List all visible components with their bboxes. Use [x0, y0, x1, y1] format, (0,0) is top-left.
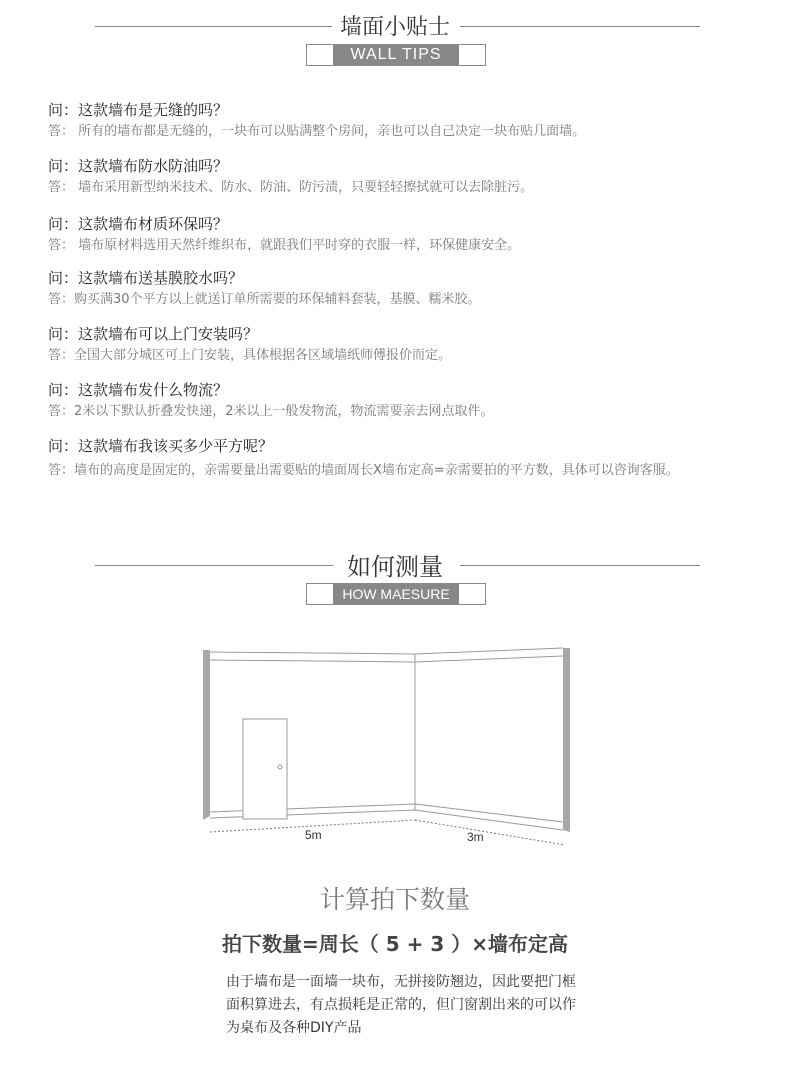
qa-item — [48, 98, 748, 142]
ceiling-trim-top — [210, 648, 563, 654]
question: 问：这款墙布是无缝的吗？ — [48, 101, 229, 119]
question: 问：这款墙布可以上门安装吗？ — [48, 325, 259, 343]
answer: 答： 墙布采用新型纳米技术、防水、防油、防污渍，只要轻轻擦拭就可以去除脏污。 — [48, 180, 534, 195]
ceiling-trim-bottom — [210, 656, 563, 662]
tips-title: 墙面小贴士 — [0, 10, 790, 41]
left-wall-edge — [203, 650, 210, 820]
qa-item — [48, 434, 748, 483]
measure-title: 如何测量 — [0, 547, 790, 582]
measure-note: 由于墙布是一面墙一块布，无拼接防翘边，因此要把门框面积算进去，有点损耗是正常的，但门窗割出来的可以作为桌布及各种DIY产品 — [226, 974, 576, 1036]
room-diagram — [195, 640, 595, 860]
qa-item — [48, 212, 748, 256]
tips-badge: WALL TIPS — [307, 45, 485, 65]
question: 问：这款墙布我该买多少平方呢？ — [48, 437, 274, 455]
answer: 答： 墙布原材料选用天然纤维织布，就跟我们平时穿的衣服一样，环保健康安全。 — [48, 238, 521, 253]
formula: 拍下数量=周长（ 5 + 3 ）×墙布定高 — [222, 932, 568, 956]
answer: 答：墙布的高度是固定的，亲需要量出需要贴的墙面周长X墙布定高=亲需要拍的平方数，具体可以咨询客服。 — [48, 463, 679, 478]
question: 问：这款墙布材质环保吗？ — [48, 215, 229, 233]
qa-item — [48, 266, 748, 310]
dim-line-right — [415, 820, 565, 845]
question: 问：这款墙布防水防油吗？ — [48, 157, 229, 175]
question: 问：这款墙布送基膜胶水吗？ — [48, 269, 244, 287]
qa-item — [48, 154, 748, 198]
dim-label-left: 5m — [305, 828, 322, 842]
measure-badge: HOW MAESURE — [307, 584, 485, 604]
qa-item — [48, 322, 748, 366]
calc-title: 计算拍下数量 — [319, 885, 470, 914]
answer: 答：全国大部分城区可上门安装，具体根据各区域墙纸师傅报价而定。 — [48, 348, 452, 363]
answer: 答：2米以下默认折叠发快递，2米以上一般发物流，物流需要亲去网点取件。 — [48, 404, 494, 419]
question: 问：这款墙布发什么物流？ — [48, 381, 229, 399]
right-wall-edge — [563, 648, 570, 832]
dim-label-right: 3m — [467, 830, 484, 844]
qa-item — [48, 378, 748, 422]
answer: 答： 所有的墙布都是无缝的，一块布可以贴满整个房间，亲也可以自己决定一块布贴几面墙。 — [48, 124, 586, 139]
answer: 答：购买满30个平方以上就送订单所需要的环保辅料套装，基膜、糯米胶。 — [48, 292, 481, 307]
